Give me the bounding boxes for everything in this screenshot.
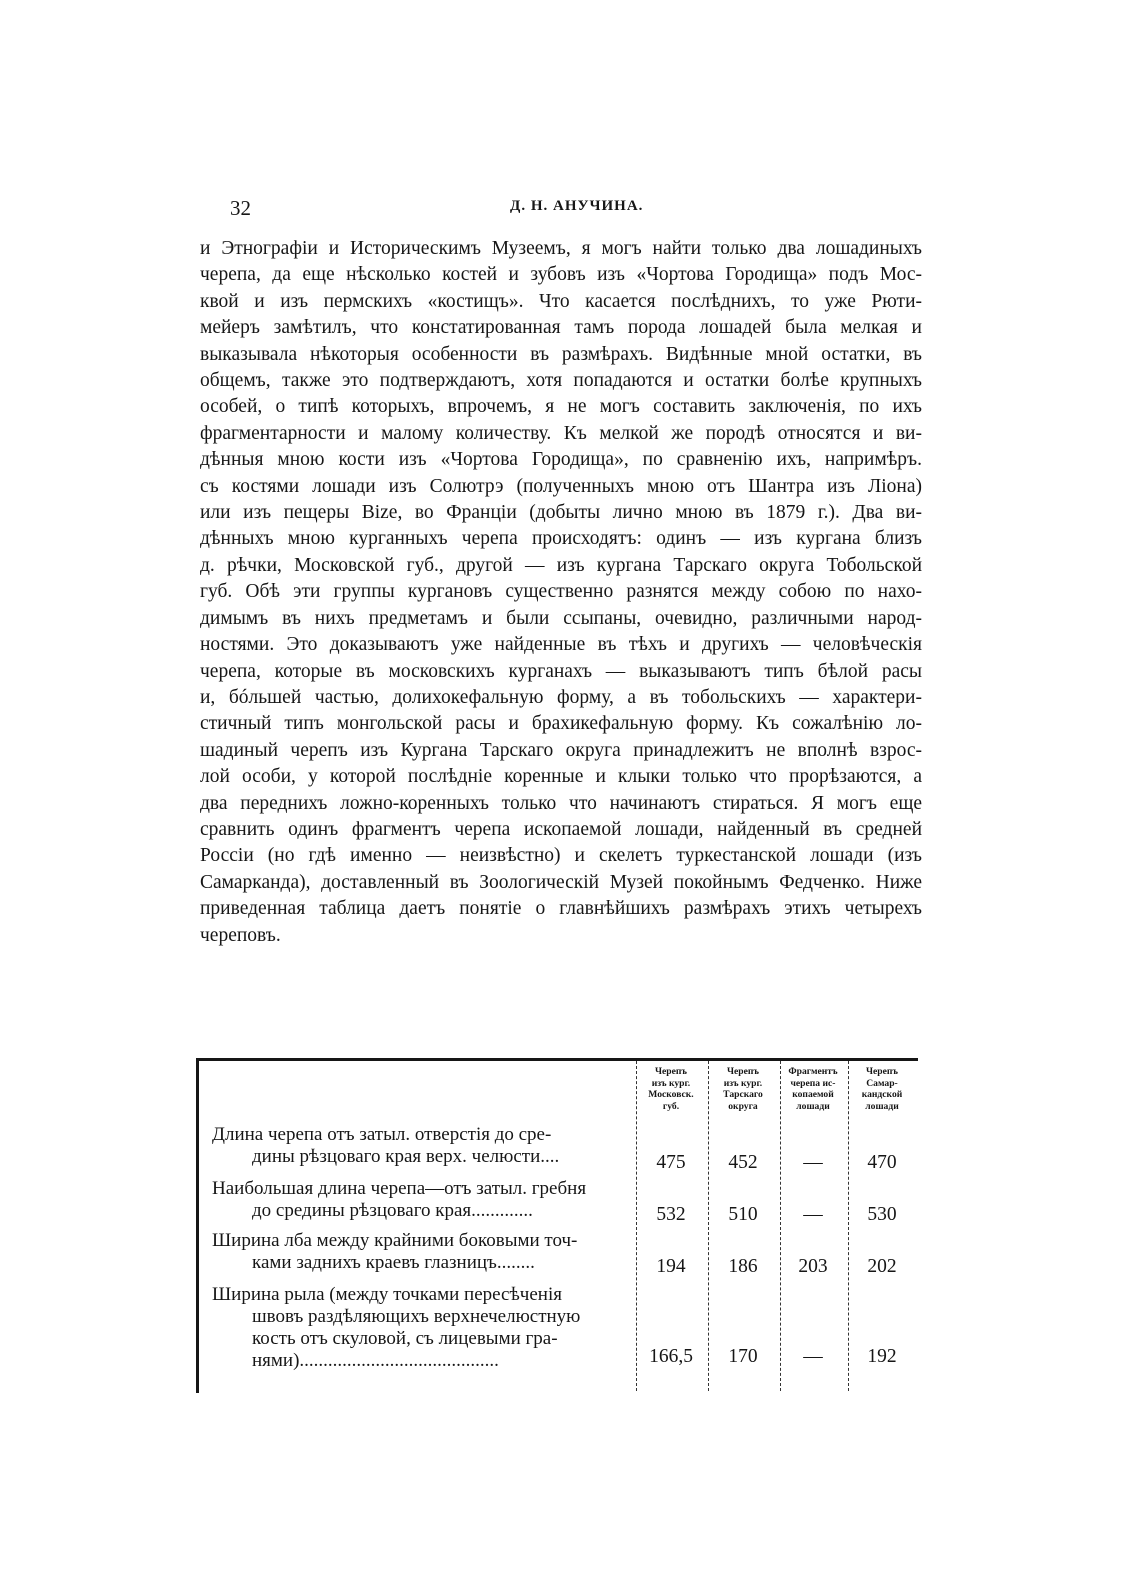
- table-cell: —: [803, 1152, 823, 1173]
- row-label-line: Ширина лба между крайними боковыми точ-: [212, 1230, 578, 1251]
- text-line: и, бóльшей частью, долихокефальную форму, а въ тобольскихъ — характери-: [200, 686, 922, 708]
- column-header-line: изъ кург.: [651, 1077, 691, 1089]
- text-line: ностями. Это доказываютъ уже найденные въ тѣхъ и другихъ — человѣческія: [200, 634, 922, 656]
- running-head: [230, 196, 920, 226]
- text-line: выказывала нѣкоторыя особенности въ размѣрахъ. Видѣнные мной остатки, въ: [200, 343, 922, 365]
- text-line: квой и изъ пермскихъ «костищъ». Что касается послѣднихъ, то уже Рюти-: [200, 290, 922, 312]
- text-line: дѣнныхъ мною курганныхъ черепа происходятъ: одинъ — изъ кургана близъ: [200, 528, 922, 550]
- row-label: [212, 1178, 638, 1222]
- page-number: 32: [230, 196, 251, 220]
- row-label-line: Длина черепа отъ затыл. отверстія до сре-: [212, 1124, 552, 1145]
- text-line: приведенная таблица даетъ понятіе о главнѣйшихъ размѣрахъ этихъ четырехъ: [200, 898, 922, 920]
- table-cell: 452: [728, 1152, 758, 1173]
- row-label: [212, 1230, 638, 1274]
- text-line: и Этнографіи и Историческимъ Музеемъ, я могъ найти только два лошадиныхъ: [200, 238, 922, 259]
- column-header: [636, 1066, 706, 1112]
- body-paragraph: [200, 236, 922, 949]
- text-line: особей, о типѣ которыхъ, впрочемъ, я не могъ составить заключенія, по ихъ: [200, 396, 922, 418]
- text-line: сравнить одинъ фрагментъ черепа ископаемой лошади, найденный въ средней: [200, 818, 922, 840]
- table-cell: —: [803, 1204, 823, 1225]
- text-line: губ. Обѣ эти группы кургановъ существенно разнятся между собою по нахо-: [200, 581, 922, 603]
- table-cell: 510: [728, 1204, 758, 1225]
- column-header-line: Черепъ: [654, 1066, 687, 1077]
- column-header-line: черепа ис-: [790, 1077, 836, 1089]
- running-title: Д. Н. АНУЧИНА.: [510, 198, 644, 214]
- row-label-line: швовъ раздѣляющихъ верхнечелюстную: [252, 1306, 581, 1327]
- text-line: череповъ.: [200, 924, 281, 946]
- row-label-line: кость отъ скуловой, съ лицевыми гра-: [252, 1328, 558, 1349]
- table-cell: 170: [728, 1346, 758, 1367]
- table-cell: 202: [867, 1256, 897, 1277]
- row-label-line: Наибольшая длина черепа—отъ затыл. гребня: [212, 1178, 587, 1199]
- table-top-rule: [196, 1058, 918, 1061]
- row-label: [212, 1124, 638, 1168]
- text-line: мейеръ замѣтилъ, что констатированная тамъ порода лошадей была мелкая и: [200, 317, 922, 339]
- text-line: шадиный черепъ изъ Кургана Тарскаго округа принадлежитъ не вполнѣ взрос-: [200, 739, 922, 761]
- text-line: д. рѣчки, Московской губ., другой — изъ кургана Тарскаго округа Тобольской: [200, 554, 922, 576]
- column-header-line: округа: [728, 1100, 758, 1112]
- table-cell: 530: [867, 1204, 897, 1225]
- measurements-table: [196, 1058, 918, 1394]
- column-header-line: Тарскаго: [723, 1089, 763, 1100]
- text-line: общемъ, также это подтверждаютъ, хотя попадаются и остатки болѣе крупныхъ: [200, 370, 922, 392]
- column-header: [848, 1066, 916, 1112]
- column-header-line: Черепъ: [865, 1066, 898, 1077]
- row-label-line: дины рѣзцоваго края верх. челюсти....: [252, 1146, 560, 1167]
- row-label: [212, 1284, 638, 1372]
- table-cell: 532: [656, 1204, 686, 1225]
- column-header-line: лошади: [865, 1100, 899, 1112]
- table-cell: 166,5: [649, 1346, 693, 1367]
- row-label-line: ками заднихъ краевъ глазницъ........: [252, 1252, 535, 1273]
- table-cell: 475: [656, 1152, 686, 1173]
- column-header-line: губ.: [662, 1100, 680, 1112]
- column-header-line: изъ кург.: [723, 1077, 763, 1089]
- column-header-line: Самар-: [866, 1077, 898, 1089]
- text-line: Самарканда), доставленный въ Зоологическій Музей покойнымъ Федченко. Ниже: [200, 871, 922, 893]
- text-line: съ костями лошади изъ Солютрэ (полученныхъ мною отъ Шантра изъ Ліона): [200, 475, 922, 497]
- column-header-line: кандской: [861, 1089, 903, 1100]
- text-line: стичный типъ монгольской расы и брахикефальную форму. Къ сожалѣнію ло-: [200, 713, 922, 735]
- table-cell: 186: [728, 1256, 758, 1277]
- text-line: лой особи, у которой послѣдніе коренные и клыки только что прорѣзаются, а: [200, 766, 922, 788]
- table-cell: 192: [867, 1346, 897, 1367]
- text-line: Россіи (но гдѣ именно — неизвѣстно) и скелетъ туркестанской лошади (изъ: [200, 845, 922, 867]
- table-left-rule: [196, 1061, 199, 1393]
- table-cell: 194: [656, 1256, 686, 1277]
- text-line: димымъ въ нихъ предметамъ и были ссыпаны, очевидно, различными народ-: [200, 607, 922, 629]
- text-line: дѣнныя мною кости изъ «Чортова Городища», по сравненію ихъ, напримѣръ.: [200, 449, 922, 471]
- text-line: или изъ пещеры Bize, во Франціи (добыты лично мною въ 1879 г.). Два ви-: [200, 502, 922, 524]
- column-header: [778, 1066, 848, 1112]
- text-line: черепа, которые въ московскихъ курганахъ — выказываютъ типъ бѣлой расы: [200, 660, 922, 682]
- column-header: [708, 1066, 778, 1112]
- text-line: черепа, да еще нѣсколько костей и зубовъ изъ «Чортова Городища» подъ Мос-: [200, 264, 922, 286]
- table-cell: —: [803, 1346, 823, 1367]
- row-label-line: до средины рѣзцоваго края.............: [252, 1200, 533, 1221]
- column-header-line: Фрагментъ: [788, 1066, 838, 1077]
- text-line: фрагментарности и малому количеству. Къ мелкой же породѣ относятся и ви-: [200, 422, 922, 444]
- table-cell: 203: [798, 1256, 828, 1277]
- text-line: два переднихъ ложно-коренныхъ только что начинаютъ стираться. Я могъ еще: [200, 792, 922, 814]
- table-cell: 470: [867, 1152, 897, 1173]
- column-header-line: лошади: [796, 1100, 830, 1112]
- row-label-line: Ширина рыла (между точками пересѣченія: [212, 1284, 562, 1305]
- column-header-line: Московск.: [648, 1089, 694, 1100]
- row-label-line: нями)..........................................: [252, 1350, 499, 1371]
- column-header-line: Черепъ: [726, 1066, 759, 1077]
- column-header-line: копаемой: [792, 1089, 834, 1100]
